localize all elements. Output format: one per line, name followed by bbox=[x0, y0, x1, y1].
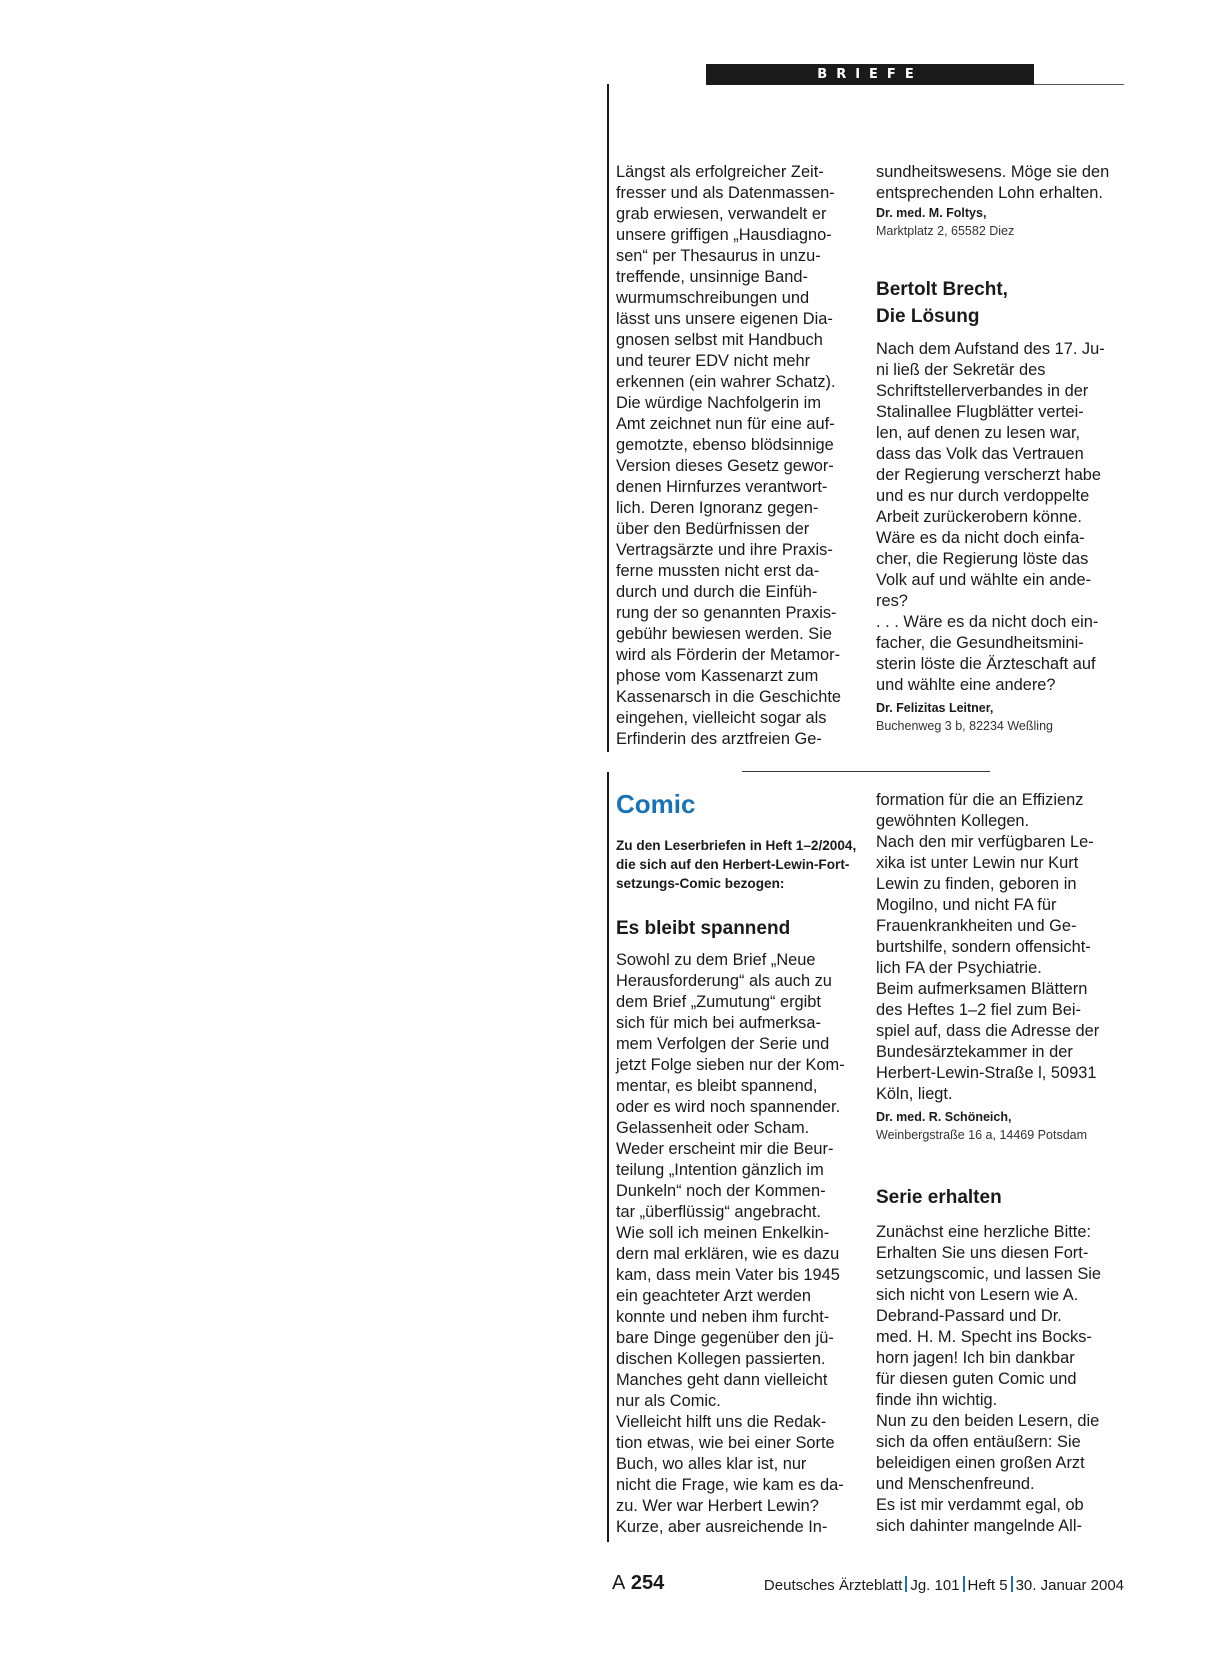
heading-serie: Serie erhalten bbox=[876, 1187, 1002, 1208]
text-line: sterin löste die Ärzteschaft auf bbox=[876, 655, 1096, 673]
text-line: bare Dinge gegenüber den jü- bbox=[616, 1329, 834, 1347]
text-line: Stalinallee Flugblätter vertei- bbox=[876, 403, 1084, 421]
text-line: len, auf denen zu lesen war, bbox=[876, 424, 1081, 442]
text-line: die sich auf den Herbert-Lewin-Fort- bbox=[616, 857, 850, 872]
text-line: sundheitswesens. Möge sie den bbox=[876, 163, 1110, 181]
address-leitner: Buchenweg 3 b, 82234 Weßling bbox=[876, 719, 1053, 733]
text-line: eingehen, vielleicht sogar als bbox=[616, 709, 827, 727]
text-line: Wäre es da nicht doch einfa- bbox=[876, 529, 1085, 547]
text-line: oder es wird noch spannender. bbox=[616, 1098, 841, 1116]
text-line: beleidigen einen großen Arzt bbox=[876, 1454, 1085, 1472]
section-divider bbox=[742, 771, 990, 772]
text-line: Arbeit zurückerobern könne. bbox=[876, 508, 1082, 526]
text-line: Die Lösung bbox=[876, 306, 980, 327]
text-line: horn jagen! Ich bin dankbar bbox=[876, 1349, 1075, 1367]
upper-right-column bbox=[876, 162, 1138, 735]
column-rule-lower bbox=[607, 772, 609, 1542]
text-line: Mogilno, und nicht FA für bbox=[876, 896, 1057, 914]
text-line: Nun zu den beiden Lesern, die bbox=[876, 1412, 1100, 1430]
text-line: Frauenkrankheiten und Ge- bbox=[876, 917, 1077, 935]
text-line: tar „überflüssig“ angebracht. bbox=[616, 1203, 821, 1221]
text-line: und wählte eine andere? bbox=[876, 676, 1056, 694]
text-line: konnte und neben ihm furcht- bbox=[616, 1308, 830, 1326]
text-line: tion etwas, wie bei einer Sorte bbox=[616, 1434, 835, 1452]
author-leitner: Dr. Felizitas Leitner, bbox=[876, 701, 994, 715]
text-line: der Regierung verscherzt habe bbox=[876, 466, 1102, 484]
text-line: setzungscomic, und lassen Sie bbox=[876, 1265, 1102, 1283]
text-line: lich FA der Psychiatrie. bbox=[876, 959, 1042, 977]
text-line: sich nicht von Lesern wie A. bbox=[876, 1286, 1079, 1304]
text-line: dern mal erklären, wie es dazu bbox=[616, 1245, 840, 1263]
text-line: Schriftstellerverbandes in der bbox=[876, 382, 1089, 400]
text-line: Erfinderin des arztfreien Ge- bbox=[616, 730, 822, 748]
journal-issue: Heft 5 bbox=[967, 1577, 1008, 1594]
text-line: Amt zeichnet nun für eine auf- bbox=[616, 415, 835, 433]
text-line: . . . Wäre es da nicht doch ein- bbox=[876, 613, 1099, 631]
text-line: sich für mich bei aufmerksa- bbox=[616, 1014, 821, 1032]
text-line: spiel auf, dass die Adresse der bbox=[876, 1022, 1100, 1040]
text-line: Wie soll ich meinen Enkelkin- bbox=[616, 1224, 830, 1242]
text-line: Bundesärztekammer in der bbox=[876, 1043, 1073, 1061]
text-line: Beim aufmerksamen Blättern bbox=[876, 980, 1088, 998]
letter-spannend-body bbox=[616, 950, 878, 1538]
text-line: und Menschenfreund. bbox=[876, 1475, 1035, 1493]
text-line: und es nur durch verdoppelte bbox=[876, 487, 1090, 505]
letter-serie-body bbox=[876, 1222, 1138, 1537]
text-line: ni ließ der Sekretär des bbox=[876, 361, 1046, 379]
text-line: facher, die Gesundheitsmini- bbox=[876, 634, 1084, 652]
text-line: gewöhnten Kollegen. bbox=[876, 812, 1030, 830]
text-line: gemotzte, ebenso blödsinnige bbox=[616, 436, 834, 454]
text-line: res? bbox=[876, 592, 908, 610]
text-line: Weder erscheint mir die Beur- bbox=[616, 1140, 834, 1158]
text-line: Herausforderung“ als auch zu bbox=[616, 972, 832, 990]
section-header: BRIEFE bbox=[706, 64, 1034, 85]
text-line: erkennen (ein wahrer Schatz). bbox=[616, 373, 836, 391]
comic-heading: Comic bbox=[616, 789, 696, 819]
lower-left-column bbox=[616, 788, 878, 1538]
text-line: med. H. M. Specht ins Bocks- bbox=[876, 1328, 1092, 1346]
text-line: Köln, liegt. bbox=[876, 1085, 953, 1103]
text-line: Die würdige Nachfolgerin im bbox=[616, 394, 821, 412]
author-foltys: Dr. med. M. Foltys, bbox=[876, 206, 987, 220]
text-line: finde ihn wichtig. bbox=[876, 1391, 998, 1409]
comic-intro bbox=[616, 836, 878, 893]
text-line: lässt uns unsere eigenen Dia- bbox=[616, 310, 833, 328]
text-line: kam, dass mein Vater bis 1945 bbox=[616, 1266, 840, 1284]
text-line: unsere griffigen „Hausdiagno- bbox=[616, 226, 832, 244]
text-line: nur als Comic. bbox=[616, 1392, 721, 1410]
text-line: xika ist unter Lewin nur Kurt bbox=[876, 854, 1079, 872]
text-line: ein geachteter Arzt werden bbox=[616, 1287, 811, 1305]
text-line: dem Brief „Zumutung“ ergibt bbox=[616, 993, 821, 1011]
heading-spannend: Es bleibt spannend bbox=[616, 918, 791, 939]
text-line: Sowohl zu dem Brief „Neue bbox=[616, 951, 816, 969]
text-line: Dunkeln“ noch der Kommen- bbox=[616, 1182, 826, 1200]
text-line: Bertolt Brecht, bbox=[876, 279, 1008, 300]
text-line: zu. Wer war Herbert Lewin? bbox=[616, 1497, 819, 1515]
text-line: grab erwiesen, verwandelt er bbox=[616, 205, 827, 223]
text-line: gnosen selbst mit Handbuch bbox=[616, 331, 823, 349]
text-line: Kassenarsch in die Geschichte bbox=[616, 688, 842, 706]
text-line: über den Bedürfnissen der bbox=[616, 520, 810, 538]
text-line: Zunächst eine herzliche Bitte: bbox=[876, 1223, 1092, 1241]
text-line: teilung „Intention gänzlich im bbox=[616, 1161, 824, 1179]
text-line: Vielleicht hilft uns die Redak- bbox=[616, 1413, 827, 1431]
page-footer bbox=[612, 1572, 1124, 1596]
text-line: wird als Förderin der Metamor- bbox=[616, 646, 841, 664]
journal-volume: Jg. 101 bbox=[910, 1577, 960, 1594]
text-line: sich da offen entäußern: Sie bbox=[876, 1433, 1081, 1451]
text-line: gebühr bewiesen werden. Sie bbox=[616, 625, 832, 643]
text-line: ferne mussten nicht erst da- bbox=[616, 562, 820, 580]
text-line: setzungs-Comic bezogen: bbox=[616, 876, 785, 891]
text-line: Nach den mir verfügbaren Le- bbox=[876, 833, 1094, 851]
text-line: Lewin zu finden, geboren in bbox=[876, 875, 1077, 893]
text-line: denen Hirnfurzes verantwort- bbox=[616, 478, 828, 496]
letter-continuation bbox=[876, 162, 1138, 204]
author-schoeneich: Dr. med. R. Schöneich, bbox=[876, 1110, 1012, 1124]
text-line: Zu den Leserbriefen in Heft 1–2/2004, bbox=[616, 838, 857, 853]
text-line: für diesen guten Comic und bbox=[876, 1370, 1077, 1388]
text-line: phose vom Kassenarzt zum bbox=[616, 667, 819, 685]
page-number: A 254 bbox=[612, 1572, 665, 1594]
text-line: dass das Volk das Vertrauen bbox=[876, 445, 1084, 463]
text-line: Kurze, aber ausreichende In- bbox=[616, 1518, 828, 1536]
text-line: entsprechenden Lohn erhalten. bbox=[876, 184, 1103, 202]
text-line: wurmumschreibungen und bbox=[616, 289, 810, 307]
letter-continuation-lewin bbox=[876, 790, 1138, 1105]
address-schoeneich: Weinbergstraße 16 a, 14469 Potsdam bbox=[876, 1128, 1088, 1142]
text-line: treffende, unsinnige Band- bbox=[616, 268, 808, 286]
text-line: cher, die Regierung löste das bbox=[876, 550, 1089, 568]
text-line: nicht die Frage, wie kam es da- bbox=[616, 1476, 844, 1494]
text-line: Nach dem Aufstand des 17. Ju- bbox=[876, 340, 1105, 358]
text-line: Manches geht dann vielleicht bbox=[616, 1371, 828, 1389]
text-line: Debrand-Passard und Dr. bbox=[876, 1307, 1062, 1325]
text-line: und teurer EDV nicht mehr bbox=[616, 352, 811, 370]
text-line: Es ist mir verdammt egal, ob bbox=[876, 1496, 1084, 1514]
address-foltys: Marktplatz 2, 65582 Diez bbox=[876, 224, 1015, 238]
text-line: sen“ per Thesaurus in unzu- bbox=[616, 247, 821, 265]
text-line: Version dieses Gesetz gewor- bbox=[616, 457, 834, 475]
text-line: fresser und als Datenmassen- bbox=[616, 184, 835, 202]
lower-right-column bbox=[876, 790, 1138, 1537]
text-line: Buch, wo alles klar ist, nur bbox=[616, 1455, 807, 1473]
text-line: Vertragsärzte und ihre Praxis- bbox=[616, 541, 833, 559]
text-line: Herbert-Lewin-Straße l, 50931 bbox=[876, 1064, 1097, 1082]
journal-name: Deutsches Ärzteblatt bbox=[763, 1577, 903, 1594]
text-line: jetzt Folge sieben nur der Kom- bbox=[616, 1056, 845, 1074]
journal-date: 30. Januar 2004 bbox=[1015, 1577, 1124, 1594]
text-line: rung der so genannten Praxis- bbox=[616, 604, 837, 622]
text-line: burtshilfe, sondern offensicht- bbox=[876, 938, 1091, 956]
text-line: Längst als erfolgreicher Zeit- bbox=[616, 163, 824, 181]
text-line: mem Verfolgen der Serie und bbox=[616, 1035, 830, 1053]
text-line: durch und durch die Einfüh- bbox=[616, 583, 818, 601]
text-line: Volk auf und wählte ein ande- bbox=[876, 571, 1092, 589]
column-rule-upper bbox=[607, 84, 609, 752]
text-line: Erhalten Sie uns diesen Fort- bbox=[876, 1244, 1089, 1262]
text-line: des Heftes 1–2 fiel zum Bei- bbox=[876, 1001, 1081, 1019]
header-rule bbox=[1034, 84, 1124, 85]
text-line: lich. Deren Ignoranz gegen- bbox=[616, 499, 819, 517]
text-line: sich dahinter mangelnde All- bbox=[876, 1517, 1082, 1535]
journal-info bbox=[764, 1576, 1124, 1594]
text-line: dischen Kollegen passierten. bbox=[616, 1350, 826, 1368]
text-line: mentar, es bleibt spannend, bbox=[616, 1077, 818, 1095]
text-line: Gelassenheit oder Scham. bbox=[616, 1119, 810, 1137]
upper-left-column bbox=[616, 162, 878, 750]
letter-brecht-body bbox=[876, 339, 1138, 696]
heading-brecht bbox=[876, 276, 1138, 330]
text-line: formation für die an Effizienz bbox=[876, 791, 1084, 809]
